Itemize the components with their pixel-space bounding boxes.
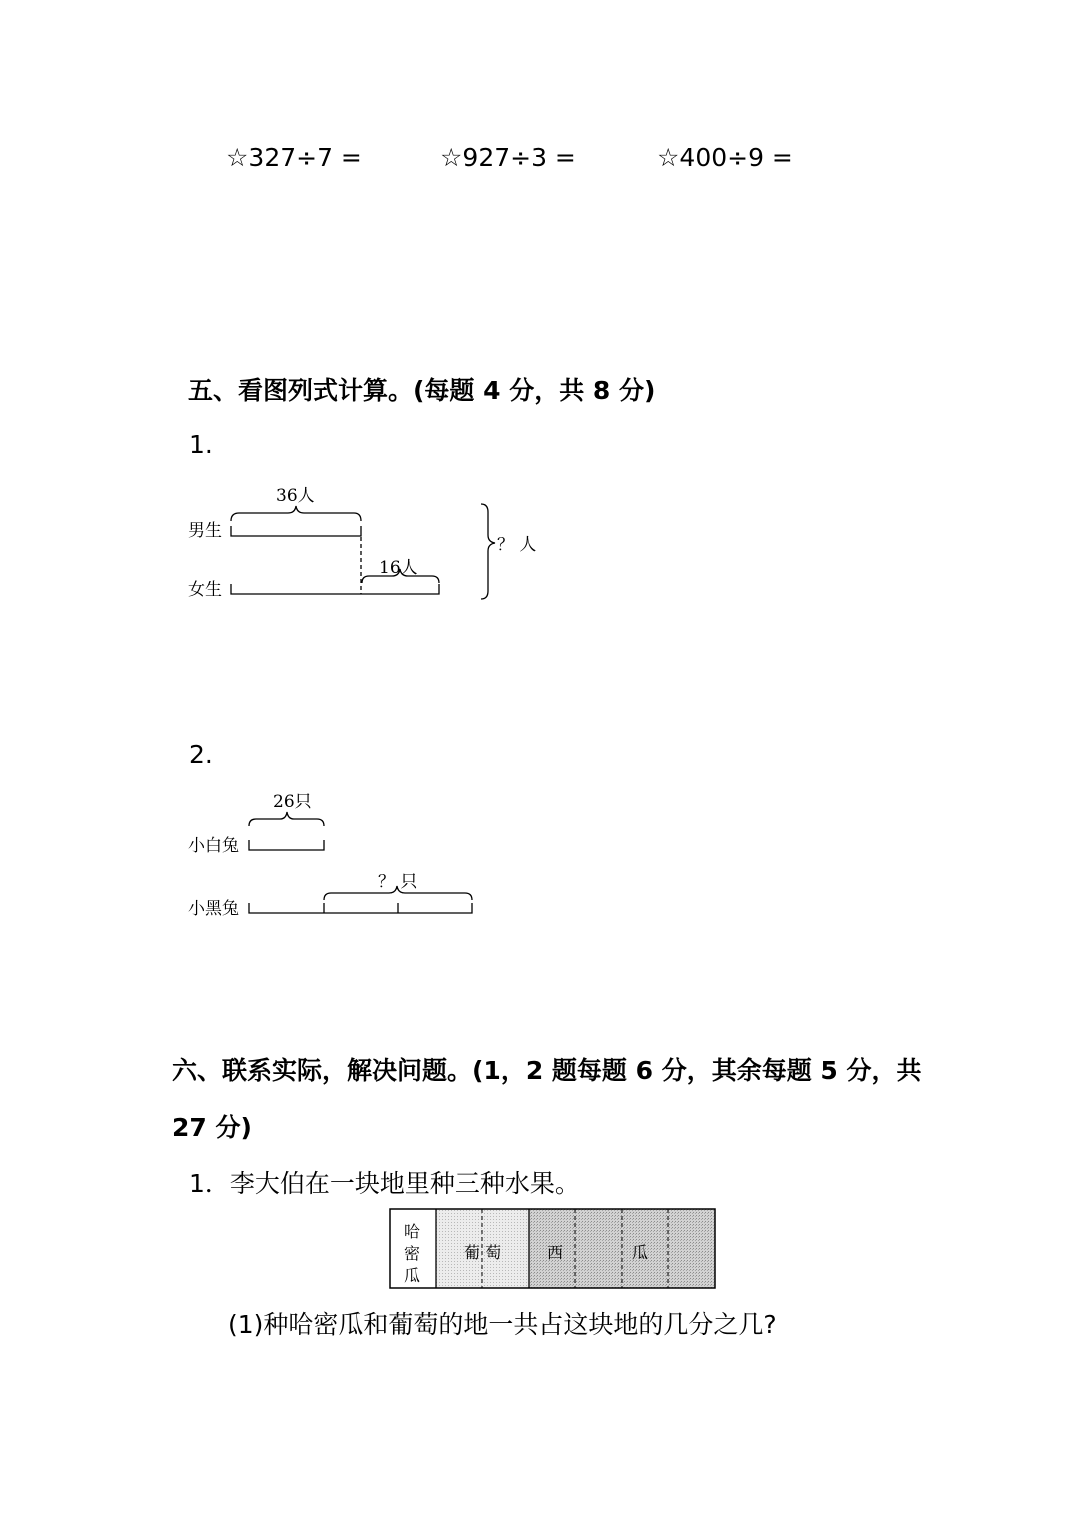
hami-label-1: 哈: [404, 1222, 421, 1241]
section6-q1-text: 1．李大伯在一块地里种三种水果。: [189, 1169, 580, 1198]
section6-heading-line2: 27 分): [172, 1113, 252, 1142]
calc-item-2: ☆927÷3 =: [440, 143, 576, 172]
hami-label-2: 密: [404, 1244, 421, 1263]
total-label: ？ 人: [497, 535, 537, 555]
white-rabbit-label: 小白兔: [188, 836, 239, 856]
section6-q1-sub1: (1)种哈密瓜和葡萄的地一共占这块地的几分之几?: [228, 1310, 777, 1339]
unknown-label: ？ 只: [378, 872, 418, 892]
black-rabbit-label: 小黑兔: [188, 899, 239, 919]
boys-label: 男生: [188, 521, 222, 541]
boys-value: 36人: [276, 486, 315, 506]
calc-item-3: ☆400÷9 =: [657, 143, 793, 172]
section5-q2-number: 2.: [189, 740, 213, 769]
hami-label-3: 瓜: [404, 1266, 421, 1285]
diff-value: 16人: [379, 558, 418, 578]
white-rabbit-value: 26只: [273, 792, 312, 812]
calc-item-1: ☆327÷7 =: [226, 143, 362, 172]
watermelon-label-2: 瓜: [632, 1243, 649, 1262]
grape-label: 葡 萄: [464, 1243, 502, 1262]
section5-q1-number: 1.: [189, 430, 213, 459]
girls-label: 女生: [188, 580, 222, 600]
section5-heading: 五、看图列式计算。(每题 4 分，共 8 分): [188, 376, 656, 405]
section6-heading-line1: 六、联系实际，解决问题。(1，2 题每题 6 分，其余每题 5 分，共: [172, 1056, 922, 1085]
watermelon-label-1: 西: [547, 1243, 564, 1262]
